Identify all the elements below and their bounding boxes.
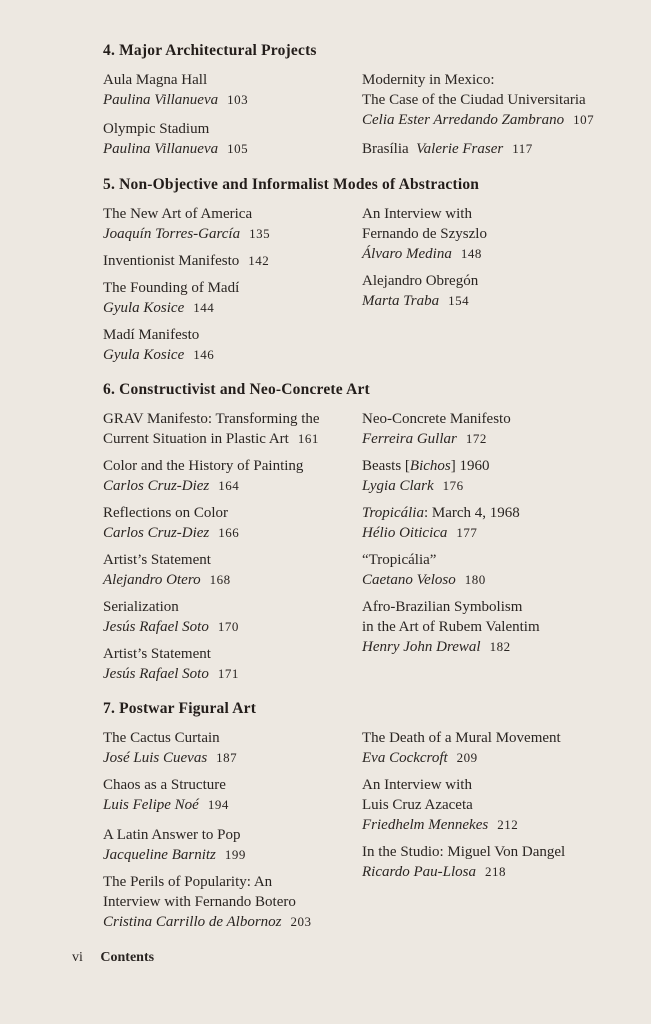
entry-author: José Luis Cuevas [103, 750, 208, 766]
entry-page: 209 [456, 750, 478, 765]
page-footer [72, 950, 154, 966]
entry-page: 117 [512, 141, 533, 156]
toc-entry[interactable] [362, 204, 632, 264]
toc-entry[interactable] [103, 409, 353, 449]
entry-title: Chaos as a Structure [103, 777, 226, 793]
entry-title: Neo-Concrete Manifesto [362, 411, 511, 427]
entry-author: Jesús Rafael Soto [103, 666, 209, 682]
toc-entry[interactable] [362, 550, 632, 590]
toc-entry[interactable] [103, 550, 353, 590]
entry-title: “Tropicália” [362, 552, 437, 568]
toc-entry[interactable] [103, 775, 353, 815]
entry-page: 161 [297, 431, 319, 446]
entry-page: 212 [497, 817, 519, 832]
entry-title-post: ] 1960 [450, 458, 490, 474]
entry-title: The Death of a Mural Movement [362, 730, 561, 746]
toc-entry[interactable] [362, 597, 632, 657]
entry-title: Olympic Stadium [103, 121, 210, 137]
section-6 [103, 381, 623, 682]
entry-page: 182 [489, 639, 511, 654]
entry-author: Eva Cockcroft [362, 750, 448, 766]
toc-entry[interactable] [362, 728, 632, 768]
entry-page: 171 [217, 666, 239, 681]
toc-entry[interactable] [362, 271, 632, 311]
entry-page: 203 [290, 914, 312, 929]
toc-entry[interactable] [362, 139, 632, 159]
entry-page: 166 [218, 525, 240, 540]
entry-title: Inventionist Manifesto [103, 253, 240, 269]
entry-page: 172 [465, 431, 487, 446]
entry-title-line: Interview with Fernando Botero [103, 894, 296, 910]
toc-entry[interactable] [103, 456, 353, 496]
section-title: 5. Non-Objective and Informalist Modes of Abstraction [103, 176, 480, 193]
toc-entry[interactable] [103, 278, 353, 318]
entry-page: 154 [448, 293, 470, 308]
entry-title: Artist’s Statement [103, 646, 211, 662]
entry-title-line: Afro-Brazilian Symbolism [362, 599, 523, 615]
toc-entry[interactable] [362, 775, 632, 835]
entry-author: Ricardo Pau-Llosa [362, 864, 477, 880]
entry-author: Carlos Cruz-Diez [103, 478, 210, 494]
entry-author: Carlos Cruz-Diez [103, 525, 210, 541]
toc-entry[interactable] [103, 644, 353, 684]
entry-title-line: in the Art of Rubem Valentim [362, 619, 540, 635]
entry-title: The Founding of Madí [103, 280, 240, 296]
entry-author: Lygia Clark [362, 478, 434, 494]
toc-entry[interactable] [103, 70, 353, 110]
entry-author: Caetano Veloso [362, 572, 456, 588]
toc-entry[interactable] [362, 70, 632, 130]
entry-page: 164 [218, 478, 240, 493]
entry-title-post: : March 4, 1968 [423, 505, 520, 521]
entry-author: Friedhelm Mennekes [362, 817, 489, 833]
toc-entry[interactable] [103, 825, 353, 865]
entry-page: 177 [456, 525, 478, 540]
entry-title-line: Modernity in Mexico: [362, 72, 495, 88]
entry-title-italic: Bichos [409, 458, 451, 474]
toc-entry[interactable] [362, 842, 632, 882]
entry-author: Paulina Villanueva [103, 92, 219, 108]
toc-entry[interactable] [362, 456, 632, 496]
entry-author: Marta Traba [362, 293, 440, 309]
section-title: 7. Postwar Figural Art [103, 700, 257, 717]
entry-page: 105 [227, 141, 249, 156]
entry-author: Paulina Villanueva [103, 141, 219, 157]
entry-author: Valerie Fraser [416, 141, 504, 157]
entry-title: Color and the History of Painting [103, 458, 304, 474]
entry-page: 199 [224, 847, 246, 862]
entry-page: 168 [209, 572, 231, 587]
entry-page: 148 [460, 246, 482, 261]
entry-author: Álvaro Medina [362, 246, 452, 262]
entry-title-line: An Interview with [362, 777, 472, 793]
entry-page: 142 [248, 253, 270, 268]
section-5 [103, 176, 623, 363]
entry-title: Reflections on Color [103, 505, 228, 521]
entry-title-line: GRAV Manifesto: Transforming the [103, 411, 320, 427]
entry-author: Jacqueline Barnitz [103, 847, 216, 863]
entry-author: Hélio Oiticica [362, 525, 448, 541]
section-title: 6. Constructivist and Neo-Concrete Art [103, 381, 370, 398]
entry-author: Gyula Kosice [103, 347, 185, 363]
entry-author: Jesús Rafael Soto [103, 619, 209, 635]
page-number: vi [72, 950, 83, 965]
section-7 [103, 700, 623, 930]
entry-author: Ferreira Gullar [362, 431, 457, 447]
toc-entry[interactable] [103, 119, 353, 159]
entry-page: 144 [193, 300, 215, 315]
toc-entry[interactable] [103, 503, 353, 543]
section-title: 4. Major Architectural Projects [103, 42, 317, 59]
entry-title: Aula Magna Hall [103, 72, 208, 88]
toc-entry[interactable] [362, 409, 632, 449]
toc-entry[interactable] [103, 872, 353, 932]
entry-author: Alejandro Otero [103, 572, 201, 588]
entry-title-line: Current Situation in Plastic Art [103, 431, 289, 447]
entry-title-line: Luis Cruz Azaceta [362, 797, 473, 813]
entry-title: Madí Manifesto [103, 327, 200, 343]
entry-page: 107 [573, 112, 595, 127]
entry-author: Gyula Kosice [103, 300, 185, 316]
toc-entry[interactable] [103, 728, 353, 768]
entry-page: 146 [193, 347, 215, 362]
entry-author: Cristina Carrillo de Albornoz [103, 914, 282, 930]
entry-title-italic: Tropicália [362, 505, 424, 521]
entry-page: 180 [464, 572, 486, 587]
entry-author: Luis Felipe Noé [103, 797, 199, 813]
entry-title-line: The Perils of Popularity: An [103, 874, 273, 890]
entry-page: 103 [227, 92, 249, 107]
entry-title: The Cactus Curtain [103, 730, 220, 746]
entry-page: 218 [485, 864, 507, 879]
entry-title: Brasília [362, 141, 409, 157]
toc-entry[interactable] [103, 597, 353, 637]
section-4 [103, 42, 623, 157]
running-head: Contents [100, 950, 155, 965]
entry-title: Artist’s Statement [103, 552, 211, 568]
toc-entry[interactable] [103, 251, 353, 271]
entry-title: The New Art of America [103, 206, 253, 222]
entry-title-pre: Beasts [ [362, 458, 410, 474]
toc-entry[interactable] [103, 204, 353, 244]
entry-author: Henry John Drewal [362, 639, 481, 655]
entry-title-line: Fernando de Szyszlo [362, 226, 487, 242]
entry-page: 187 [216, 750, 238, 765]
entry-page: 170 [217, 619, 239, 634]
entry-title: In the Studio: Miguel Von Dangel [362, 844, 566, 860]
entry-page: 135 [249, 226, 271, 241]
entry-title: Serialization [103, 599, 179, 615]
entry-author: Joaquín Torres-García [103, 226, 241, 242]
entry-page: 176 [442, 478, 464, 493]
entry-author: Celia Ester Arredando Zambrano [362, 112, 565, 128]
entry-page: 194 [207, 797, 229, 812]
entry-title-line: An Interview with [362, 206, 472, 222]
toc-entry[interactable] [103, 325, 353, 365]
entry-title-line: The Case of the Ciudad Universitaria [362, 92, 586, 108]
toc-entry[interactable] [362, 503, 632, 543]
entry-title: A Latin Answer to Pop [103, 827, 241, 843]
entry-title: Alejandro Obregón [362, 273, 479, 289]
